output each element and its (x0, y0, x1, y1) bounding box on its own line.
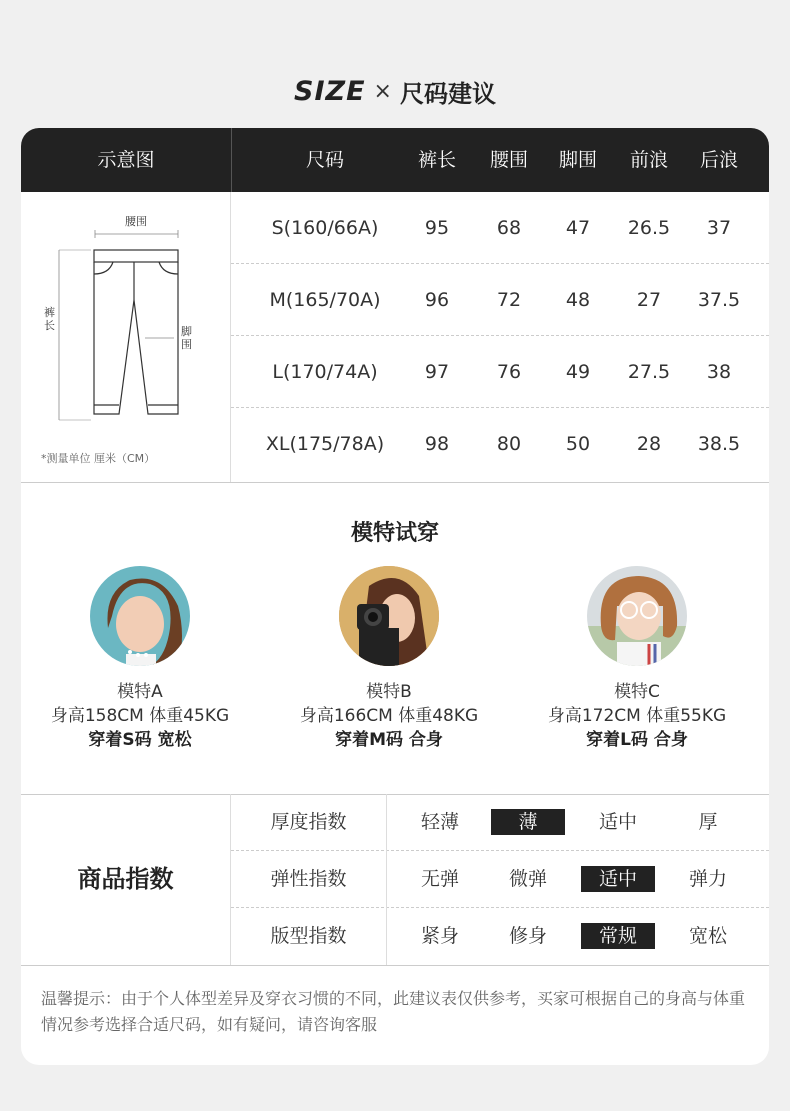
index-option: 修身 (508, 925, 547, 947)
header-front-rise: 前浪 (629, 149, 668, 171)
cell-front-rise: 28 (636, 433, 662, 455)
header-divider (231, 128, 232, 192)
model-stats: 身高166CM 体重48KG (299, 706, 479, 726)
cell-back-rise: 37 (706, 217, 732, 239)
header-length: 裤长 (417, 149, 456, 171)
model-card-c (522, 566, 752, 752)
index-option: 弹力 (688, 868, 727, 890)
cell-hem: 49 (565, 361, 591, 383)
unit-note: *测量单位 厘米（CM） (41, 452, 156, 465)
index-row-elasticity (231, 851, 769, 908)
model-section-title: 模特试穿 (350, 521, 439, 546)
cell-hem: 47 (565, 217, 591, 239)
index-label: 版型指数 (231, 908, 387, 965)
cell-waist: 72 (496, 289, 522, 311)
table-row (231, 264, 769, 336)
index-option: 厚 (698, 811, 718, 833)
length-label: 裤长 (44, 306, 55, 332)
index-label: 弹性指数 (231, 851, 387, 908)
cell-front-rise: 27.5 (627, 361, 671, 383)
model-stats: 身高172CM 体重55KG (547, 706, 727, 726)
section-divider (21, 482, 769, 483)
title-separator: × (373, 79, 392, 104)
model-c-photo-icon (587, 566, 687, 666)
index-option-selected: 薄 (491, 809, 565, 835)
size-guide-card (21, 128, 769, 1065)
model-card-b (274, 566, 504, 752)
cell-length: 97 (424, 361, 450, 383)
model-fit: 穿着M码 合身 (335, 730, 443, 750)
index-option: 无弹 (420, 868, 459, 890)
table-row (231, 336, 769, 408)
model-stats: 身高158CM 体重45KG (50, 706, 230, 726)
model-name: 模特C (614, 682, 660, 702)
header-diagram: 示意图 (97, 149, 155, 171)
header-back-rise: 后浪 (699, 149, 738, 171)
index-option: 微弹 (508, 868, 547, 890)
avatar (587, 566, 687, 666)
cell-waist: 76 (496, 361, 522, 383)
page-title (0, 74, 790, 110)
product-index-title: 商品指数 (21, 794, 231, 965)
cell-waist: 68 (496, 217, 522, 239)
header-size: 尺码 (305, 149, 344, 171)
cell-length: 95 (424, 217, 450, 239)
model-fit: 穿着S码 宽松 (88, 730, 192, 750)
avatar (90, 566, 190, 666)
cell-size: S(160/66A) (271, 217, 379, 239)
cell-front-rise: 26.5 (627, 217, 671, 239)
section-divider (21, 965, 769, 966)
index-row-fit (231, 908, 769, 965)
pants-outline-icon (21, 192, 231, 442)
waist-label: 腰围 (125, 215, 147, 228)
size-tip-text: 温馨提示：由于个人体型差异及穿衣习惯的不同，此建议表仅供参考，买家可根据自己的身高与体重情况参考选择合适尺码，如有疑问，请咨询客服 (41, 989, 746, 1034)
cell-size: M(165/70A) (269, 289, 381, 311)
index-option: 适中 (598, 811, 637, 833)
cell-back-rise: 38 (706, 361, 732, 383)
index-option-selected: 适中 (581, 866, 655, 892)
table-row (231, 192, 769, 264)
index-label: 厚度指数 (231, 794, 387, 851)
index-option: 宽松 (688, 925, 727, 947)
model-name: 模特B (366, 682, 412, 702)
cell-back-rise: 38.5 (697, 433, 741, 455)
model-fit: 穿着L码 合身 (586, 730, 688, 750)
cell-back-rise: 37.5 (697, 289, 741, 311)
model-b-photo-icon (339, 566, 439, 666)
index-option: 轻薄 (420, 811, 459, 833)
index-option-selected: 常规 (581, 923, 655, 949)
cell-waist: 80 (496, 433, 522, 455)
cell-size: L(170/74A) (272, 361, 378, 383)
index-row-thickness (231, 794, 769, 851)
hem-label: 脚围 (181, 325, 192, 351)
cell-front-rise: 27 (636, 289, 662, 311)
index-option: 紧身 (420, 925, 459, 947)
cell-size: XL(175/78A) (265, 433, 385, 455)
avatar (339, 566, 439, 666)
model-a-photo-icon (90, 566, 190, 666)
cell-hem: 48 (565, 289, 591, 311)
header-hem: 脚围 (558, 149, 597, 171)
title-brand: SIZE (294, 76, 366, 107)
cell-length: 96 (424, 289, 450, 311)
size-table-header (21, 128, 769, 192)
cell-hem: 50 (565, 433, 591, 455)
title-heading: 尺码建议 (399, 80, 496, 108)
model-card-a (25, 566, 255, 752)
pants-diagram-cell (21, 192, 231, 482)
table-row (231, 408, 769, 480)
model-name: 模特A (117, 682, 163, 702)
header-waist: 腰围 (489, 149, 528, 171)
cell-length: 98 (424, 433, 450, 455)
